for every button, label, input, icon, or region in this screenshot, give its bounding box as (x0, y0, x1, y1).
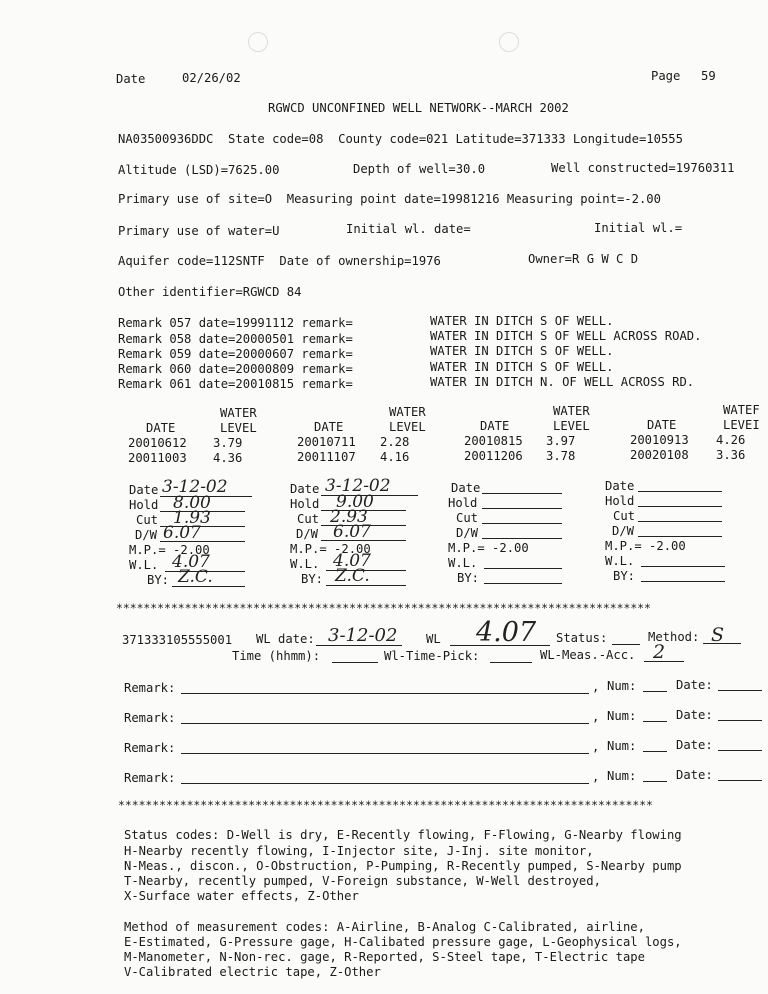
form-date-value: 3-12-02 (325, 476, 391, 496)
measurement-date: 20010913 (630, 433, 689, 447)
form-wl-value: 4.07 (172, 552, 210, 572)
water-level-value: 4.26 (716, 433, 746, 447)
method-codes-line: V-Calibrated electric tape, Z-Other (124, 965, 381, 979)
level-column-header: LEVEL (389, 420, 426, 434)
wl-label: WL (426, 632, 441, 646)
wl-meas-acc-value: 2 (653, 641, 666, 663)
form-by-label: BY: (301, 572, 324, 586)
remark-text: WATER IN DITCH S OF WELL. (430, 314, 614, 328)
comma: , (592, 680, 600, 694)
level-column-header: LEVEL (220, 421, 257, 435)
comma: , (592, 770, 600, 784)
method-label: Method: (648, 630, 700, 644)
form-by-input[interactable] (641, 581, 725, 582)
status-codes-line: H-Nearby recently flowing, I-Injector site, J-Inj. site monitor, (124, 844, 594, 858)
remark-date-label: Date: (676, 708, 713, 722)
comma: , (592, 740, 600, 754)
depth-of-well: Depth of well=30.0 (353, 162, 486, 176)
form-hold-label: Hold (129, 498, 159, 512)
water-level-value: 3.79 (213, 436, 243, 450)
remark-date-input[interactable] (718, 690, 762, 691)
form-hold-input[interactable] (638, 506, 722, 507)
method-codes-line: Method of measurement codes: A-Airline, B-Analog C-Calibrated, airline, (124, 920, 645, 934)
remark-input[interactable] (181, 753, 589, 754)
form-by-label: BY: (613, 569, 636, 583)
form-cut-label: Cut (136, 513, 159, 527)
initial-wl-date: Initial wl. date= (346, 222, 471, 236)
remark-input[interactable] (181, 723, 589, 724)
form-dw-label: D/W (135, 528, 158, 542)
status-input[interactable] (612, 644, 640, 645)
star-divider: ****************************************************************************** (118, 798, 653, 812)
owner: Owner=R G W C D (528, 252, 639, 266)
num-input[interactable] (643, 751, 667, 752)
remark-text: WATER IN DITCH S OF WELL. (430, 360, 614, 374)
form-wl-input[interactable] (484, 568, 562, 569)
status-codes-line: X-Surface water effects, Z-Other (124, 889, 359, 903)
form-by-label: BY: (147, 573, 170, 587)
remark-line: Remark 059 date=20000607 remark= (118, 347, 353, 361)
water-header: WATER (389, 405, 426, 419)
remark-date-label: Date: (676, 768, 713, 782)
star-divider: ****************************************************************************** (116, 601, 651, 615)
measurement-date: 20010612 (128, 436, 187, 450)
punch-hole (248, 32, 268, 52)
remark-field-label: Remark: (124, 771, 176, 785)
form-date-value: 3-12-02 (162, 477, 228, 497)
form-date-label: Date (290, 482, 320, 496)
remark-text: WATER IN DITCH S OF WELL. (430, 344, 614, 358)
time-label: Time (hhmm): (232, 649, 321, 663)
wl-time-pick-label: Wl-Time-Pick: (384, 649, 480, 663)
measurement-date: 20010711 (297, 435, 356, 449)
form-dw-label: D/W (456, 526, 479, 540)
page-number: 59 (701, 69, 716, 83)
num-input[interactable] (643, 721, 667, 722)
form-hold-label: Hold (290, 497, 320, 511)
measurement-date: 20011003 (128, 451, 187, 465)
num-label: Num: (607, 709, 637, 723)
remark-date-input[interactable] (718, 750, 762, 751)
remark-line: Remark 061 date=20010815 remark= (118, 377, 353, 391)
remark-field-label: Remark: (124, 711, 176, 725)
form-dw-value: 6.07 (163, 523, 201, 543)
form-dw-value: 6.07 (333, 522, 371, 542)
form-dw-input[interactable] (482, 538, 562, 539)
site-id: 371333105555001 (122, 633, 233, 647)
form-date-label: Date (129, 483, 159, 497)
method-value: S (711, 624, 725, 646)
status-codes-line: T-Nearby, recently pumped, V-Foreign substance, W-Well destroyed, (124, 874, 601, 888)
form-date-label: Date (605, 479, 635, 493)
form-date-input[interactable] (638, 491, 722, 492)
form-mp: M.P.= -2.00 (448, 541, 529, 555)
initial-wl: Initial wl.= (594, 221, 683, 235)
date-column-header: DATE (314, 420, 344, 434)
form-by-label: BY: (457, 571, 480, 585)
well-site-line: NA03500936DDC State code=08 County code=021 Latitude=371333 Longitude=10555 (118, 132, 683, 146)
altitude: Altitude (LSD)=7625.00 (118, 163, 280, 177)
remark-date-input[interactable] (718, 720, 762, 721)
time-input[interactable] (332, 662, 378, 663)
num-label: Num: (607, 769, 637, 783)
remark-input[interactable] (181, 783, 589, 784)
remark-input[interactable] (181, 693, 589, 694)
method-codes-line: M-Manometer, N-Non-rec. gage, R-Reported, S-Steel tape, T-Electric tape (124, 950, 645, 964)
form-dw-label: D/W (612, 524, 635, 538)
form-by-signature: Z.C. (335, 566, 370, 586)
num-label: Num: (607, 739, 637, 753)
form-wl-input[interactable] (641, 566, 725, 567)
water-level-value: 4.36 (213, 451, 243, 465)
form-dw-label: D/W (296, 527, 319, 541)
primary-use-of-water: Primary use of water=U (118, 224, 280, 238)
num-input[interactable] (643, 691, 667, 692)
form-wl-label: W.L. (448, 556, 478, 570)
water-header: WATEF (723, 403, 760, 417)
form-hold-value: 8.00 (173, 493, 211, 513)
remark-date-input[interactable] (718, 780, 762, 781)
form-dw-input[interactable] (638, 536, 722, 537)
date-label: Date (116, 72, 146, 86)
water-level-value: 2.28 (380, 435, 410, 449)
remark-field-label: Remark: (124, 681, 176, 695)
form-wl-value: 4.07 (333, 551, 371, 571)
date-column-header: DATE (647, 418, 677, 432)
well-constructed: Well constructed=19760311 (551, 161, 735, 175)
measurement-date: 20020108 (630, 448, 689, 462)
num-label: Num: (607, 679, 637, 693)
form-wl-label: W.L. (290, 557, 320, 571)
aquifer-code: Aquifer code=112SNTF Date of ownership=1976 (118, 254, 441, 268)
form-mp: M.P.= -2.00 (129, 543, 210, 557)
form-cut-input[interactable] (638, 521, 722, 522)
measurement-date: 20011206 (464, 449, 523, 463)
page-label: Page (651, 69, 681, 83)
form-wl-label: W.L. (605, 554, 635, 568)
form-hold-input[interactable] (482, 508, 562, 509)
status-codes-line: N-Meas., discon., O-Obstruction, P-Pumping, R-Recently pumped, S-Nearby pump (124, 859, 682, 873)
measurement-date: 20010815 (464, 434, 523, 448)
level-column-header: LEVEI (723, 418, 760, 432)
wl-date-value: 3-12-02 (328, 625, 398, 646)
form-date-input[interactable] (482, 493, 562, 494)
wl-time-pick-input[interactable] (490, 662, 532, 663)
form-hold-label: Hold (448, 496, 478, 510)
water-level-value: 4.16 (380, 450, 410, 464)
status-codes-line: Status codes: D-Well is dry, E-Recently flowing, F-Flowing, G-Nearby flowing (124, 828, 682, 842)
water-header: WATER (553, 404, 590, 418)
remark-text: WATER IN DITCH N. OF WELL ACROSS RD. (430, 375, 695, 389)
remark-line: Remark 060 date=20000809 remark= (118, 362, 353, 376)
water-header: WATER (220, 406, 257, 420)
remark-date-label: Date: (676, 738, 713, 752)
date-column-header: DATE (480, 419, 510, 433)
comma: , (592, 710, 600, 724)
water-level-value: 3.36 (716, 448, 746, 462)
form-date-label: Date (451, 481, 481, 495)
method-codes-line: E-Estimated, G-Pressure gage, H-Calibated pressure gage, L-Geophysical logs, (124, 935, 682, 949)
remark-date-label: Date: (676, 678, 713, 692)
num-input[interactable] (643, 781, 667, 782)
status-label: Status: (556, 631, 608, 645)
primary-use-of-site: Primary use of site=O Measuring point date=19981216 Measuring point=-2.00 (118, 192, 661, 206)
wl-date-label: WL date: (256, 632, 315, 646)
measurement-date: 20011107 (297, 450, 356, 464)
other-identifier: Other identifier=RGWCD 84 (118, 285, 302, 299)
form-mp: M.P.= -2.00 (290, 542, 371, 556)
form-mp: M.P.= -2.00 (605, 539, 686, 553)
form-cut-value: 1.93 (173, 508, 211, 528)
form-by-signature: Z.C. (178, 567, 213, 587)
level-column-header: LEVEL (553, 419, 590, 433)
remark-field-label: Remark: (124, 741, 176, 755)
form-cut-input[interactable] (482, 523, 562, 524)
form-wl-label: W.L. (129, 558, 159, 572)
water-level-value: 3.97 (546, 434, 576, 448)
remark-text: WATER IN DITCH S OF WELL ACROSS ROAD. (430, 329, 702, 343)
form-cut-value: 2.93 (330, 507, 368, 527)
water-level-value: 3.78 (546, 449, 576, 463)
form-hold-value: 9.00 (336, 492, 374, 512)
form-cut-label: Cut (613, 509, 636, 523)
form-by-input[interactable] (484, 583, 562, 584)
wl-value: 4.07 (476, 617, 537, 648)
document-title: RGWCD UNCONFINED WELL NETWORK--MARCH 2002 (268, 101, 569, 115)
form-cut-label: Cut (456, 511, 479, 525)
punch-hole (499, 32, 519, 52)
remark-line: Remark 057 date=19991112 remark= (118, 316, 353, 330)
date-column-header: DATE (146, 421, 176, 435)
remark-line: Remark 058 date=20000501 remark= (118, 332, 353, 346)
date-value: 02/26/02 (182, 71, 241, 85)
form-cut-label: Cut (297, 512, 320, 526)
wl-meas-acc-label: WL-Meas.-Acc. (540, 648, 636, 662)
form-hold-label: Hold (605, 494, 635, 508)
